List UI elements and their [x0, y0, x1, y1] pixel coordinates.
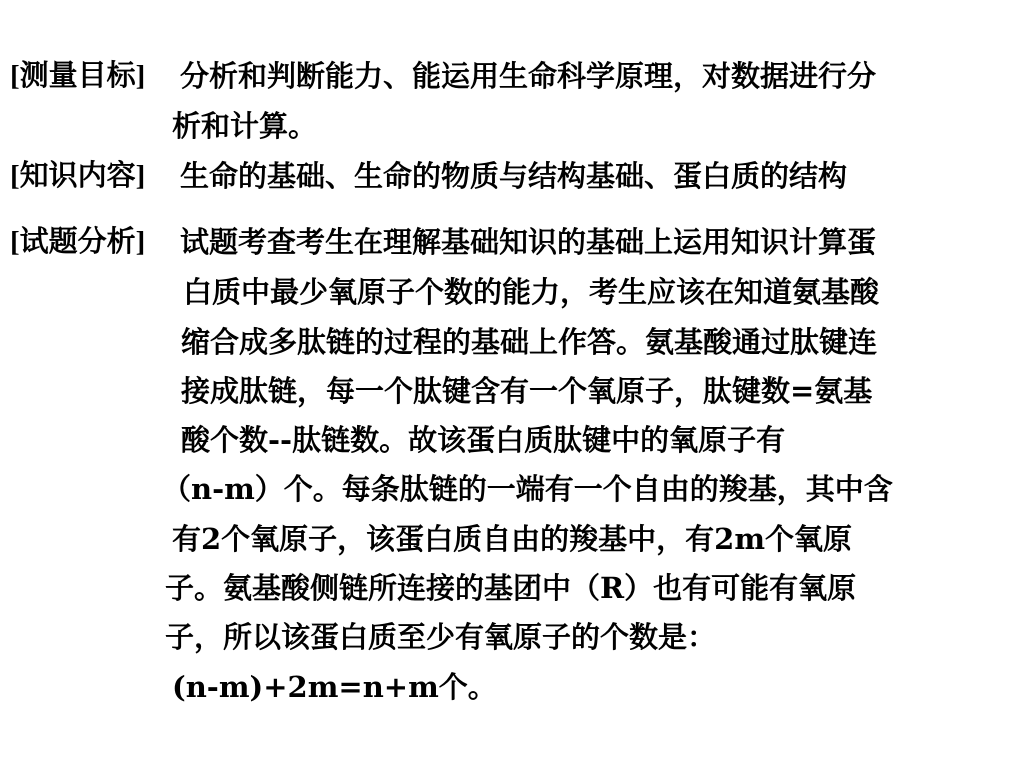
- section-label-measurement-goal: [测量目标]: [10, 60, 146, 92]
- analysis-line-8: 子。氨基酸侧链所连接的基团中（R）也有可能有氧原: [165, 571, 857, 605]
- section-label-question-analysis: [试题分析]: [10, 226, 146, 258]
- measurement-goal-line-2: 析和计算。: [172, 109, 318, 143]
- analysis-line-10: (n-m)+2m=n+m个。: [172, 670, 497, 704]
- knowledge-content-line-1: 生命的基础、生命的物质与结构基础、蛋白质的结构: [180, 159, 848, 193]
- analysis-line-7: 有2个氧原子，该蛋白质自由的羧基中，有2m个氧原: [172, 522, 853, 556]
- analysis-line-4: 接成肽链，每一个肽键含有一个氧原子，肽键数=氨基: [181, 374, 873, 408]
- analysis-line-9: 子，所以该蛋白质至少有氧原子的个数是：: [165, 620, 717, 654]
- analysis-line-3: 缩合成多肽链的过程的基础上作答。氨基酸通过肽键连: [181, 325, 878, 359]
- analysis-line-2: 白质中最少氧原子个数的能力，考生应该在知道氨基酸: [183, 275, 880, 309]
- section-label-knowledge-content: [知识内容]: [10, 160, 146, 192]
- analysis-line-5: 酸个数--肽链数。故该蛋白质肽键中的氧原子有: [181, 423, 786, 457]
- measurement-goal-line-1: 分析和判断能力、能运用生命科学原理，对数据进行分: [180, 59, 877, 93]
- analysis-line-6: （n-m）个。每条肽链的一端有一个自由的羧基，其中含: [162, 472, 893, 506]
- analysis-line-1: 试题考查考生在理解基础知识的基础上运用知识计算蛋: [180, 225, 877, 259]
